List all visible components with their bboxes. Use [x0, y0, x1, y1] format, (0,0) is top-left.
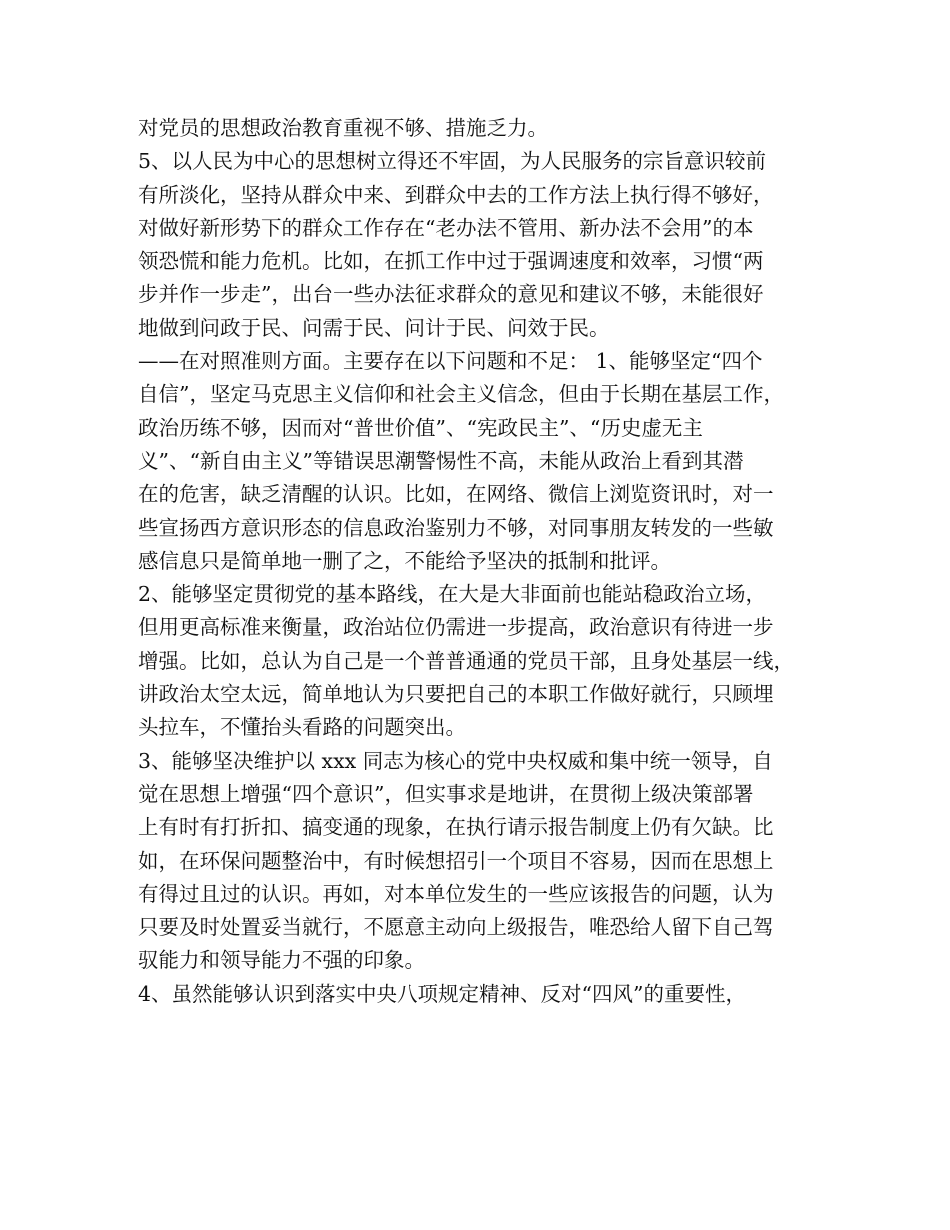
text-line: 自信”，坚定马克思主义信仰和社会主义信念，但由于长期在基层工作，: [138, 382, 784, 407]
text-line: 头拉车，不懂抬头看路的问题突出。: [138, 715, 466, 740]
text-line: 但用更高标准来衡量，政治站位仍需进一步提高，政治意识有待进一步: [138, 615, 774, 640]
text-line: 对做好新形势下的群众工作存在“老办法不管用、新办法不会用”的本: [138, 215, 754, 240]
text-line: 地做到问政于民、问需于民、问计于民、问效于民。: [138, 315, 610, 340]
text-line: 有得过且过的认识。再如，对本单位发生的一些应该报告的问题，认为: [138, 881, 774, 906]
text-line: 只要及时处置妥当就行，不愿意主动向上级报告，唯恐给人留下自己驾: [138, 915, 774, 940]
text-line: 4、虽然能够认识到落实中央八项规定精神、反对“四风”的重要性，: [138, 981, 747, 1006]
text-line: 增强。比如，总认为自己是一个普普通通的党员干部，且身处基层一线，: [138, 648, 794, 673]
text-line: 如，在环保问题整治中，有时候想招引一个项目不容易，因而在思想上: [138, 848, 774, 873]
text-line: 有所淡化，坚持从群众中来、到群众中去的工作方法上执行得不够好，: [138, 182, 774, 207]
text-line: 在的危害，缺乏清醒的认识。比如，在网络、微信上浏览资讯时，对一: [138, 482, 774, 507]
text-line: 3、能够坚决维护以 xxx 同志为核心的党中央权威和集中统一领导，自: [138, 748, 773, 773]
text-line: 感信息只是简单地一删了之，不能给予坚决的抵制和批评。: [138, 548, 671, 573]
text-line: 觉在思想上增强“四个意识”，但实事求是地讲，在贯彻上级决策部署: [138, 781, 754, 806]
text-line: 义”、“新自由主义”等错误思潮警惕性不高，未能从政治上看到其潜: [138, 448, 744, 473]
text-line: 2、能够坚定贯彻党的基本路线，在大是大非面前也能站稳政治立场，: [138, 582, 767, 607]
text-line: 政治历练不够，因而对“普世价值”、“宪政民主”、“历史虚无主: [138, 415, 703, 440]
text-line: 对党员的思想政治教育重视不够、措施乏力。: [138, 116, 548, 140]
text-line: 领恐慌和能力危机。比如，在抓工作中过于强调速度和效率，习惯“两: [138, 249, 764, 274]
text-line: 步并作一步走”，出台一些办法征求群众的意见和建议不够，未能很好: [138, 282, 764, 307]
text-line: 些宣扬西方意识形态的信息政治鉴别力不够，对同事朋友转发的一些敏: [138, 515, 774, 540]
text-line: 讲政治太空太远，简单地认为只要把自己的本职工作做好就行，只顾埋: [138, 682, 774, 707]
text-line: ——在对照准则方面。主要存在以下问题和不足： 1、能够坚定“四个: [138, 349, 763, 374]
text-line: 上有时有打折扣、搞变通的现象，在执行请示报告制度上仍有欠缺。比: [138, 815, 774, 840]
text-line: 5、以人民为中心的思想树立得还不牢固，为人民服务的宗旨意识较前: [138, 149, 767, 174]
text-line: 驭能力和领导能力不强的印象。: [138, 948, 425, 973]
document-body: [138, 112, 828, 1011]
